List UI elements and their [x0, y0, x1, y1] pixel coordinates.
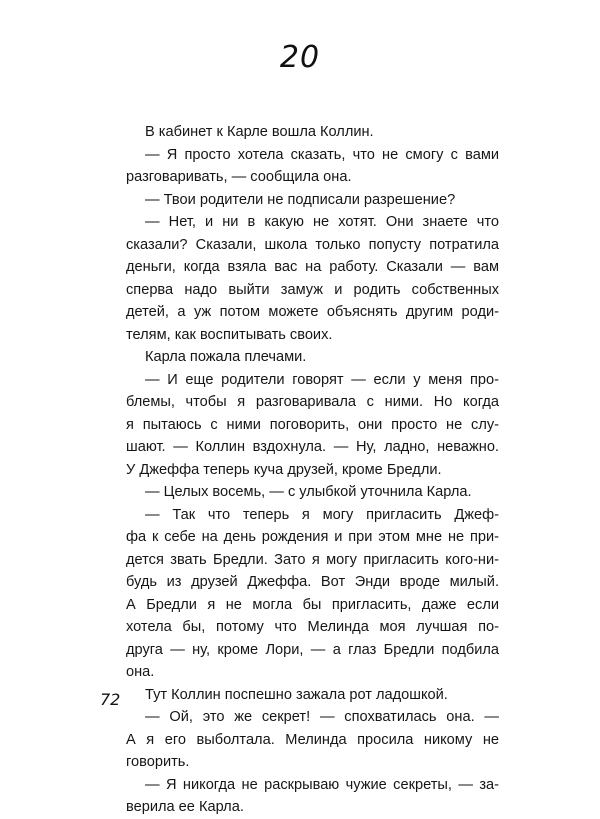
text-line: детей, а уж потом можете объяснять другим роди-: [126, 304, 499, 320]
text-line: говорить.: [126, 754, 190, 770]
text-line: А я его выболтала. Мелинда просила никому не: [126, 731, 499, 748]
text-line: — И еще родители говорят — если у меня про-: [145, 371, 499, 388]
text-line: она.: [126, 664, 155, 680]
text-line: — Нет, и ни в какую не хотят. Они знаете что: [145, 214, 499, 230]
text-line: — Целых восемь, — с улыбкой уточнила Карла.: [145, 484, 472, 500]
text-line: шают. — Коллин вздохнула. — Ну, ладно, неважно.: [126, 439, 499, 455]
text-line: — Я никогда не раскрываю чужие секреты, — за-: [145, 776, 499, 793]
text-line: А Бредли я не могла бы пригласить, даже если: [126, 596, 499, 613]
text-line: деньги, когда взяла вас на работу. Сказали — вам: [126, 259, 499, 275]
text-line: Карла пожала плечами.: [145, 349, 307, 365]
text-line: — Твои родители не подписали разрешение?: [145, 191, 456, 208]
text-line: — Так что теперь я могу пригласить Джеф-: [145, 506, 499, 523]
text-line: фа к себе на день рождения и при этом мне не при-: [126, 529, 499, 545]
text-line: У Джеффа теперь куча друзей, кроме Бредли.: [126, 461, 442, 478]
text-line: друга — ну, кроме Лори, — а глаз Бредли подбила: [126, 641, 499, 658]
text-line: будь из друзей Джеффа. Вот Энди вроде милый.: [126, 574, 499, 590]
text-line: сперва надо выйти замуж и родить собственных: [126, 281, 499, 298]
page-number: 72: [100, 690, 121, 709]
text-line: разговаривать, — сообщила она.: [126, 169, 352, 185]
text-line: я пытаюсь с ними поговорить, они просто не слу-: [126, 416, 499, 433]
text-line: блемы, чтобы я разговаривала с ними. Но когда: [126, 394, 499, 410]
text-line: сказали? Сказали, школа только попусту потратила: [126, 236, 499, 253]
text-line: Тут Коллин поспешно зажала рот ладошкой.: [145, 686, 448, 703]
text-line: хотела бы, потому что Мелинда моя лучшая по-: [126, 619, 499, 635]
text-line: верила ее Карла.: [126, 799, 244, 815]
chapter-number: 20: [279, 40, 321, 75]
text-line: — Я просто хотела сказать, что не смогу с вами: [145, 146, 499, 163]
text-line: — Ой, это же секрет! — спохватилась она. —: [145, 709, 499, 725]
body-text: [126, 121, 499, 819]
text-line: В кабинет к Карле вошла Коллин.: [145, 124, 374, 140]
text-line: дется звать Бредли. Зато я могу пригласить кого-ни-: [126, 551, 499, 568]
text-line: телям, как воспитывать своих.: [126, 326, 333, 343]
